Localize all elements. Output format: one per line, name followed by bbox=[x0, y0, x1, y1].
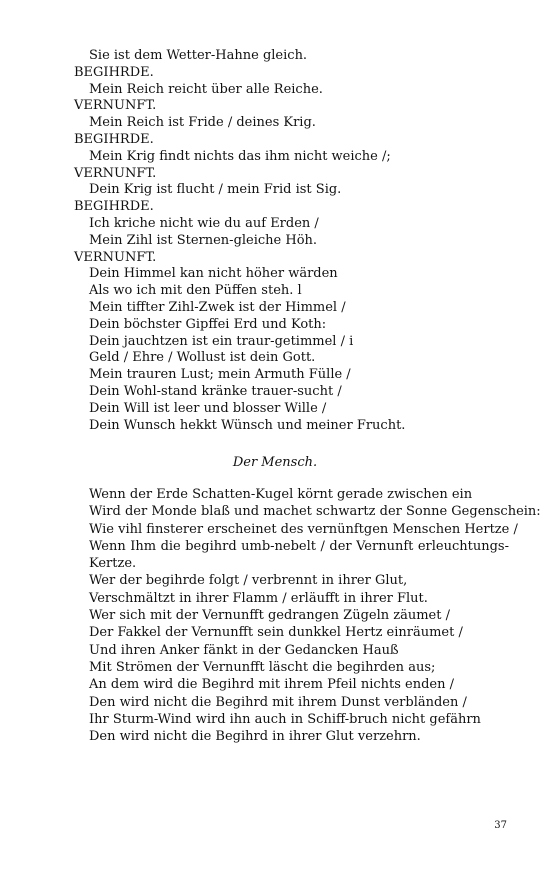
dialogue-line: Dein Will ist leer und blosser Wille / bbox=[89, 400, 327, 416]
speaker-name: VERNUNFT. bbox=[74, 98, 157, 114]
page-number: 37 bbox=[494, 820, 507, 831]
speaker-name: BEGIHRDE. bbox=[74, 64, 154, 80]
poem-line: An dem wird die Begihrd mit ihrem Pfeil nichts enden / bbox=[89, 677, 455, 693]
dialogue-line: Als wo ich mit den Püffen steh. l bbox=[89, 283, 302, 299]
dialogue-line: Dein Krig ist flucht / mein Frid ist Sig. bbox=[89, 182, 342, 198]
dialogue-section bbox=[74, 48, 514, 434]
poem-line: Wer sich mit der Vernunfft gedrangen Zügeln zäumet / bbox=[89, 608, 450, 624]
dialogue-line: Mein Krig findt nichts das ihm nicht weiche /; bbox=[89, 148, 391, 164]
poem-title: Der Mensch. bbox=[232, 455, 318, 470]
poem-line: Wenn der Erde Schatten-Kugel körnt gerade zwischen ein bbox=[89, 487, 473, 502]
poem-line: Den wird nicht die Begihrd mit ihrem Dunst verbländen / bbox=[89, 694, 467, 710]
poem-line: Und ihren Anker fänkt in der Gedancken Hauß bbox=[89, 642, 399, 658]
poem-line: Verschmältzt in ihrer Flamm / erläufft in ihrer Flut. bbox=[89, 590, 428, 606]
poem-line: Wer der begihrde folgt / verbrennt in ihrer Glut, bbox=[89, 573, 408, 589]
dialogue-line: Mein trauren Lust; mein Armuth Fülle / bbox=[89, 367, 351, 383]
dialogue-line: Mein Reich ist Fride / deines Krig. bbox=[89, 115, 316, 131]
poem-line: Ihr Sturm-Wind wird ihn auch in Schiff-bruch nicht gefährn bbox=[89, 711, 481, 727]
poem-line: Der Fakkel der Vernunfft sein dunkkel Hertz einräumet / bbox=[89, 625, 463, 641]
dialogue-line: Mein Reich reicht über alle Reiche. bbox=[89, 81, 323, 97]
dialogue-line: Geld / Ehre / Wollust ist dein Gott. bbox=[89, 350, 316, 366]
dialogue-line: Sie ist dem Wetter-Hahne gleich. bbox=[89, 48, 308, 63]
poem-line: Wenn Ihm die begihrd umb-nebelt / der Vernunft erleuchtungs- bbox=[89, 538, 509, 554]
speaker-name: VERNUNFT. bbox=[74, 249, 157, 265]
dialogue-line: Dein Wunsch hekkt Wünsch und meiner Frucht. bbox=[89, 417, 406, 433]
dialogue-line: Mein Zihl ist Sternen-gleiche Höh. bbox=[89, 232, 318, 248]
dialogue-line: Dein jauchtzen ist ein traur-getimmel / i bbox=[89, 333, 354, 349]
speaker-name: VERNUNFT. bbox=[74, 165, 157, 181]
dialogue-line: Mein tiffter Zihl-Zwek ist der Himmel / bbox=[89, 299, 346, 315]
poem-line: Wie vihl finsterer erscheinet des vernünftgen Menschen Hertze / bbox=[89, 521, 518, 537]
speaker-name: BEGIHRDE. bbox=[74, 131, 154, 147]
poem-line: Wird der Monde blaß und machet schwartz der Sonne Gegenschein: bbox=[89, 504, 541, 520]
dialogue-line: Ich kriche nicht wie du auf Erden / bbox=[89, 215, 319, 231]
poem-body bbox=[89, 486, 541, 745]
dialogue-line: Dein Himmel kan nicht höher wärden bbox=[89, 266, 338, 282]
dialogue-line: Dein Wohl-stand kränke trauer-sucht / bbox=[89, 383, 342, 399]
dialogue-line: Dein böchster Gipffei Erd und Koth: bbox=[89, 316, 327, 332]
poem-line: Kertze. bbox=[89, 556, 137, 572]
speaker-name: BEGIHRDE. bbox=[74, 199, 154, 215]
poem-line: Mit Strömen der Vernunfft läscht die begihrden aus; bbox=[89, 659, 436, 675]
poem-line: Den wird nicht die Begihrd in ihrer Glut verzehrn. bbox=[89, 729, 421, 745]
